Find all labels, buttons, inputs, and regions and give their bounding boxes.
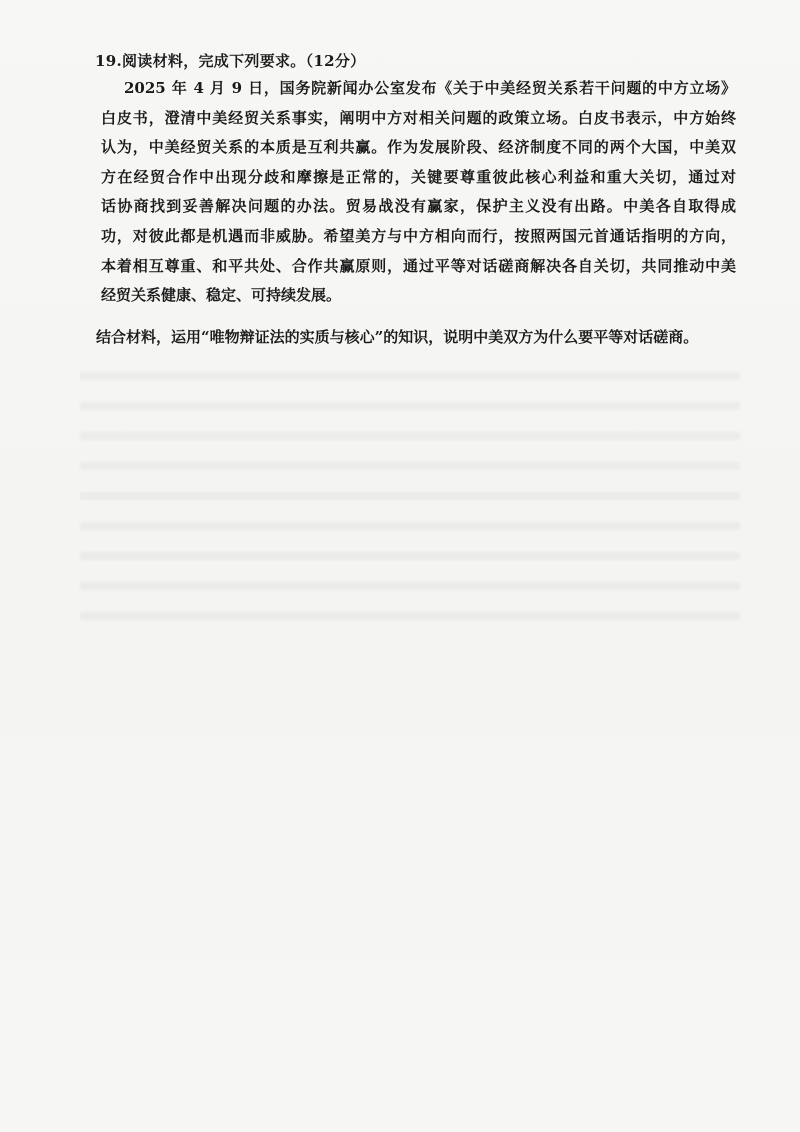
material-line: 白皮书，澄清中美经贸关系事实，阐明中方对相关问题的政策立场。白皮书表示，中方始终: [101, 108, 736, 127]
material-line: 功，对彼此都是机遇而非威胁。希望美方与中方相向而行，按照两国元首通话指明的方向，: [101, 226, 736, 245]
material-line: 经贸关系健康、稳定、可持续发展。: [101, 286, 342, 305]
material-line: 2025 年 4 月 9 日，国务院新闻办公室发布《关于中美经贸关系若干问题的中方立场》: [124, 79, 736, 97]
material-line: 方在经贸合作中出现分歧和摩擦是正常的，关键要尊重彼此核心利益和重大关切，通过对: [101, 167, 736, 186]
bleed-through-shadow: [80, 350, 740, 640]
question-prompt: 结合材料，运用“唯物辩证法的实质与核心”的知识，说明中美双方为什么要平等对话磋商。: [96, 328, 699, 346]
material-text: [96, 74, 736, 311]
material-line: 话协商找到妥善解决问题的办法。贸易战没有赢家，保护主义没有出路。中美各自取得成: [101, 197, 736, 216]
question-header: 19.阅读材料，完成下列要求。（12分）: [95, 52, 366, 70]
material-line: 认为，中美经贸关系的本质是互利共赢。作为发展阶段、经济制度不同的两个大国，中美双: [101, 138, 736, 157]
material-line: 本着相互尊重、和平共处、合作共赢原则，通过平等对话磋商解决各自关切，共同推动中美: [101, 256, 736, 275]
